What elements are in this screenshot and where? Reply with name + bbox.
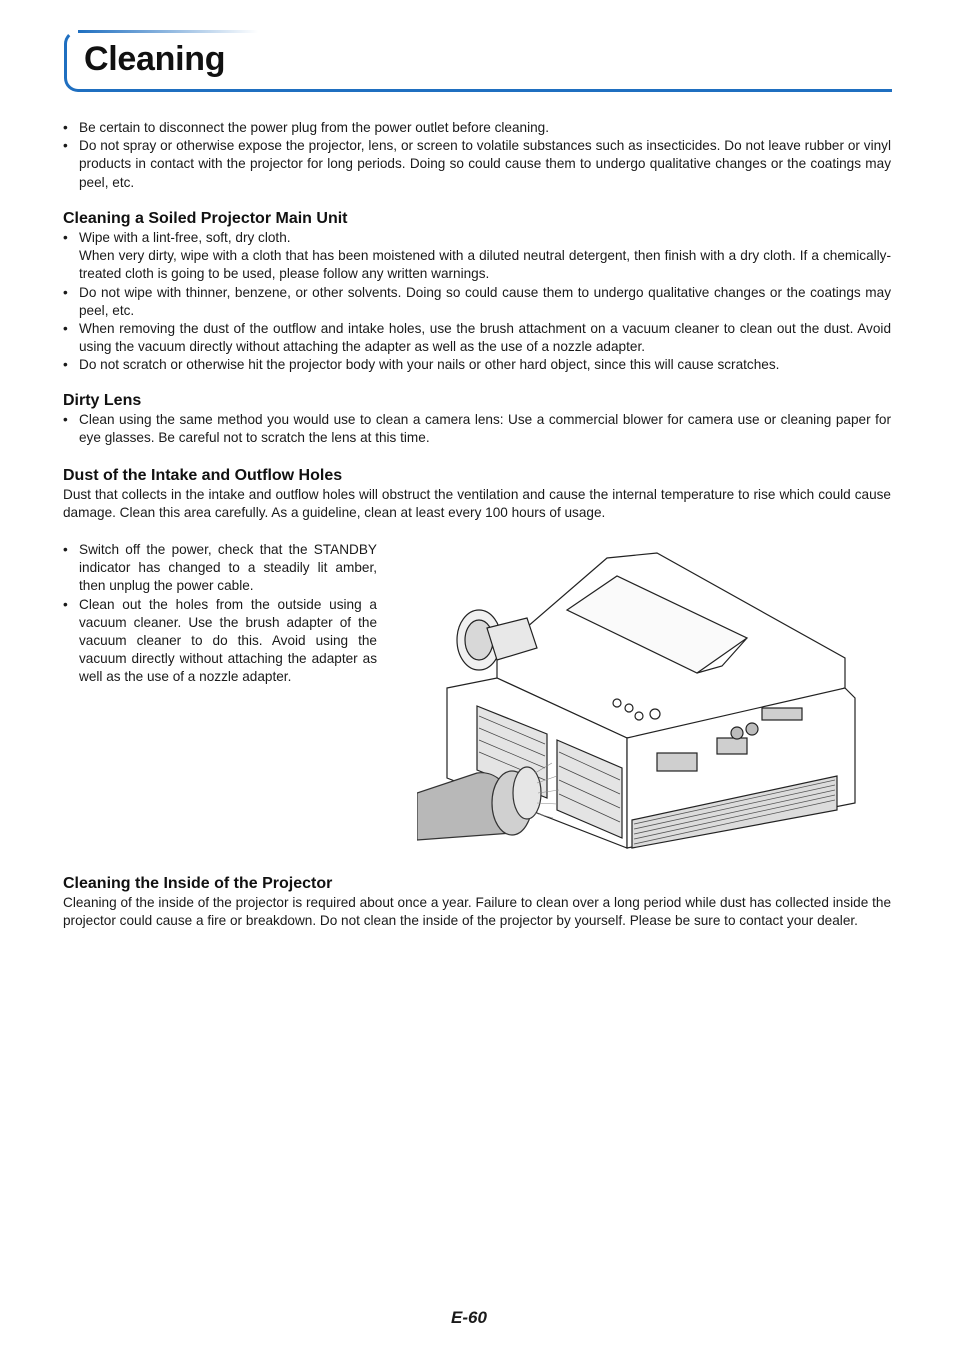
list-item-continuation: When very dirty, wipe with a cloth that has been moistened with a diluted neutral detergent, then finish with a dry cloth. If a chemically-treated cloth is going to be used, please follow any written warnings.: [79, 248, 891, 282]
intro-list: [63, 119, 891, 192]
dust-holes-steps: [63, 541, 377, 687]
dirty-lens-list: [63, 411, 891, 447]
list-item: • When removing the dust of the outflow and intake holes, use the brush attachment on a vacuum cleaner to clean out the dust. Avoid using the vacuum directly without attaching the adapter as well as the use of a nozzle adapter.: [63, 320, 891, 356]
list-item: [63, 229, 891, 284]
section-heading: Cleaning the Inside of the Projector: [63, 875, 333, 892]
list-item: • Do not spray or otherwise expose the projector, lens, or screen to volatile substances such as insecticides. Do not leave rubber or vinyl products in contact with the projector for long periods. Doing so could cause them to undergo qualitative changes or the coatings may peel, etc.: [63, 137, 891, 192]
page-number: E-60: [451, 1308, 487, 1327]
list-item-text: Wipe with a lint-free, soft, dry cloth.: [79, 230, 291, 245]
main-unit-section: [63, 209, 891, 375]
list-item: • Be certain to disconnect the power plug from the power outlet before cleaning.: [63, 119, 891, 137]
section-paragraph: Cleaning of the inside of the projector is required about once a year. Failure to clean over a long period while dust has collected inside the projector could cause a fire or breakdown. Do not clean the inside of the projector by yourself. Please be sure to contact your dealer.: [63, 895, 891, 929]
list-item: • Do not scratch or otherwise hit the projector body with your nails or other hard object, since this will cause scratches.: [63, 356, 891, 374]
section-heading: Dirty Lens: [63, 392, 142, 409]
list-item: • Clean using the same method you would use to clean a camera lens: Use a commercial blower for camera use or cleaning paper for eye glasses. Be careful not to scratch the lens at this time.: [63, 411, 891, 447]
section-heading: Dust of the Intake and Outflow Holes: [63, 467, 343, 484]
list-item: • Do not wipe with thinner, benzene, or other solvents. Doing so could cause them to undergo qualitative changes or the coatings may peel, etc.: [63, 284, 891, 320]
inside-section: [63, 874, 891, 930]
dust-holes-section: [63, 466, 891, 522]
page-title: Cleaning: [84, 40, 226, 78]
dirty-lens-section: [63, 391, 891, 447]
title-frame-accent: [78, 30, 258, 33]
list-item: • Switch off the power, check that the STANDBY indicator has changed to a steadily lit amber, then unplug the power cable.: [63, 541, 377, 596]
intro-section: [63, 119, 891, 192]
projector-vacuum-illustration: [417, 548, 859, 860]
main-unit-list: [63, 229, 891, 375]
list-item: • Clean out the holes from the outside using a vacuum cleaner. Use the brush adapter of the vacuum cleaner to do this. Avoid using the vacuum directly without attaching the adapter as well as the use of a nozzle adapter.: [63, 596, 377, 687]
dust-holes-list: [63, 541, 377, 687]
section-heading: Cleaning a Soiled Projector Main Unit: [63, 210, 348, 227]
section-paragraph: Dust that collects in the intake and outflow holes will obstruct the ventilation and cause the internal temperature to rise which could cause damage. Clean this area carefully. As a guideline, clean at least every 100 hours of usage.: [63, 487, 891, 521]
